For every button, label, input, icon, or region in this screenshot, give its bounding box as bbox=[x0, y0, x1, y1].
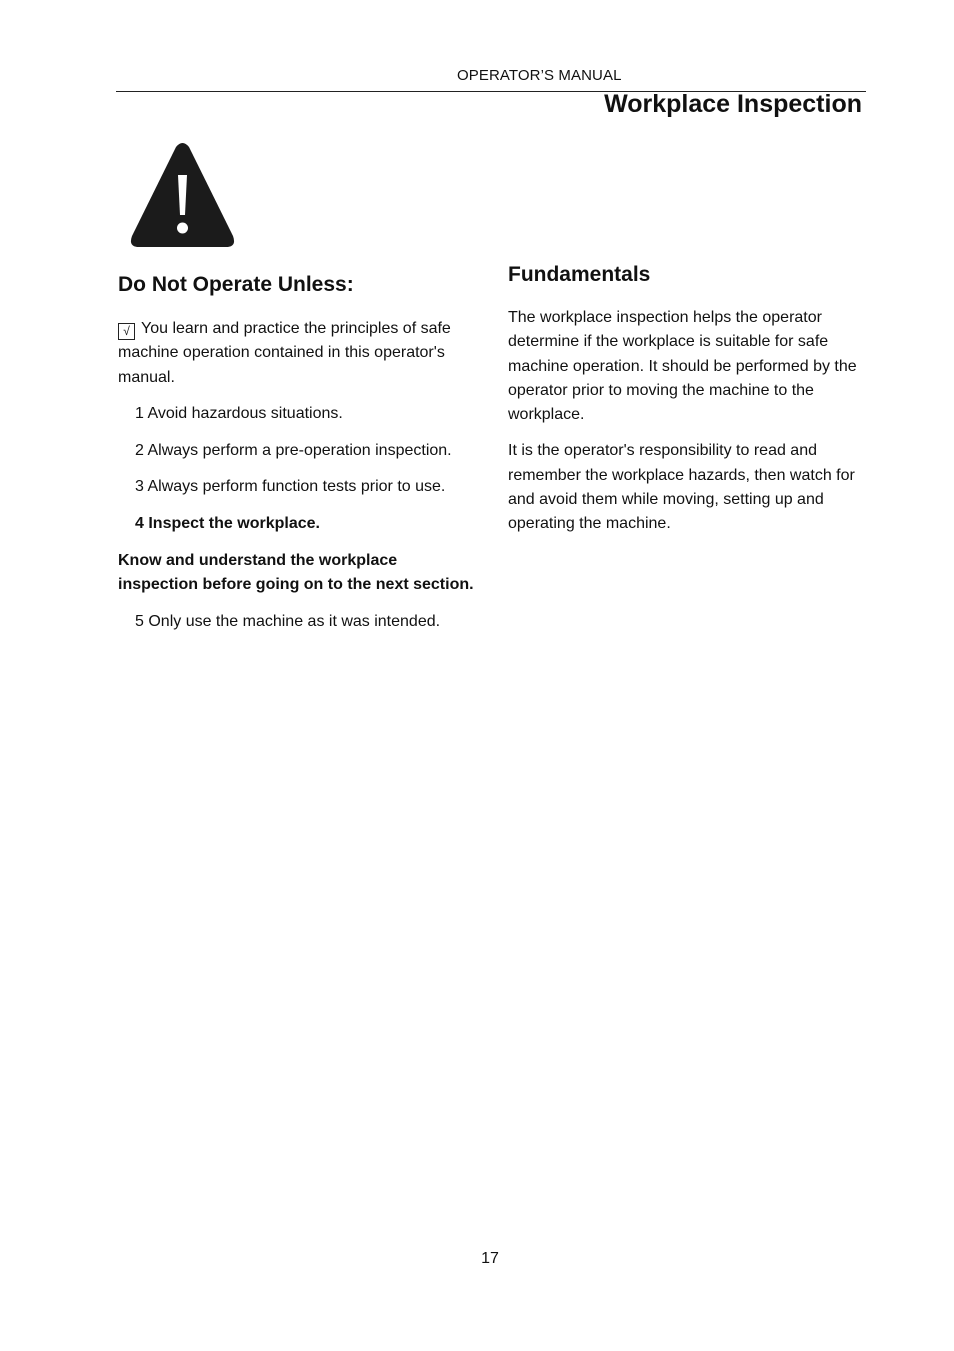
section-heading-do-not-operate: Do Not Operate Unless: bbox=[118, 273, 354, 296]
check-paragraph bbox=[118, 317, 480, 390]
check-text: You learn and practice the principles of safe machine operation contained in this operator's manual. bbox=[118, 320, 451, 386]
note-paragraph: Know and understand the workplace inspection before going on to the next section. bbox=[118, 552, 474, 594]
list-item-2: 2 Always perform a pre-operation inspection. bbox=[135, 441, 452, 459]
list-item-3: 3 Always perform function tests prior to use. bbox=[135, 478, 446, 496]
list-item-5: 5 Only use the machine as it was intended. bbox=[135, 613, 441, 631]
page-title: Workplace Inspection bbox=[604, 90, 862, 118]
fundamentals-section bbox=[508, 261, 870, 549]
fundamentals-paragraph-1: The workplace inspection helps the operator determine if the workplace is suitable for safe machine operation. It should be performed by the operator prior to moving the machine to the workplace. bbox=[508, 309, 857, 424]
running-header: OPERATOR’S MANUAL bbox=[457, 67, 622, 84]
warning-triangle-icon bbox=[129, 143, 236, 249]
do-not-operate-section bbox=[118, 271, 480, 647]
list-item-1: 1 Avoid hazardous situations. bbox=[135, 404, 343, 422]
list-item-4: 4 Inspect the workplace. bbox=[135, 515, 320, 533]
page-number: 17 bbox=[481, 1250, 499, 1267]
checkbox: √ bbox=[118, 323, 135, 340]
fundamentals-paragraph-2: It is the operator's responsibility to read and remember the workplace hazards, then watch for and avoid them while moving, setting up and operating the machine. bbox=[508, 442, 855, 533]
section-heading-fundamentals: Fundamentals bbox=[508, 263, 651, 286]
